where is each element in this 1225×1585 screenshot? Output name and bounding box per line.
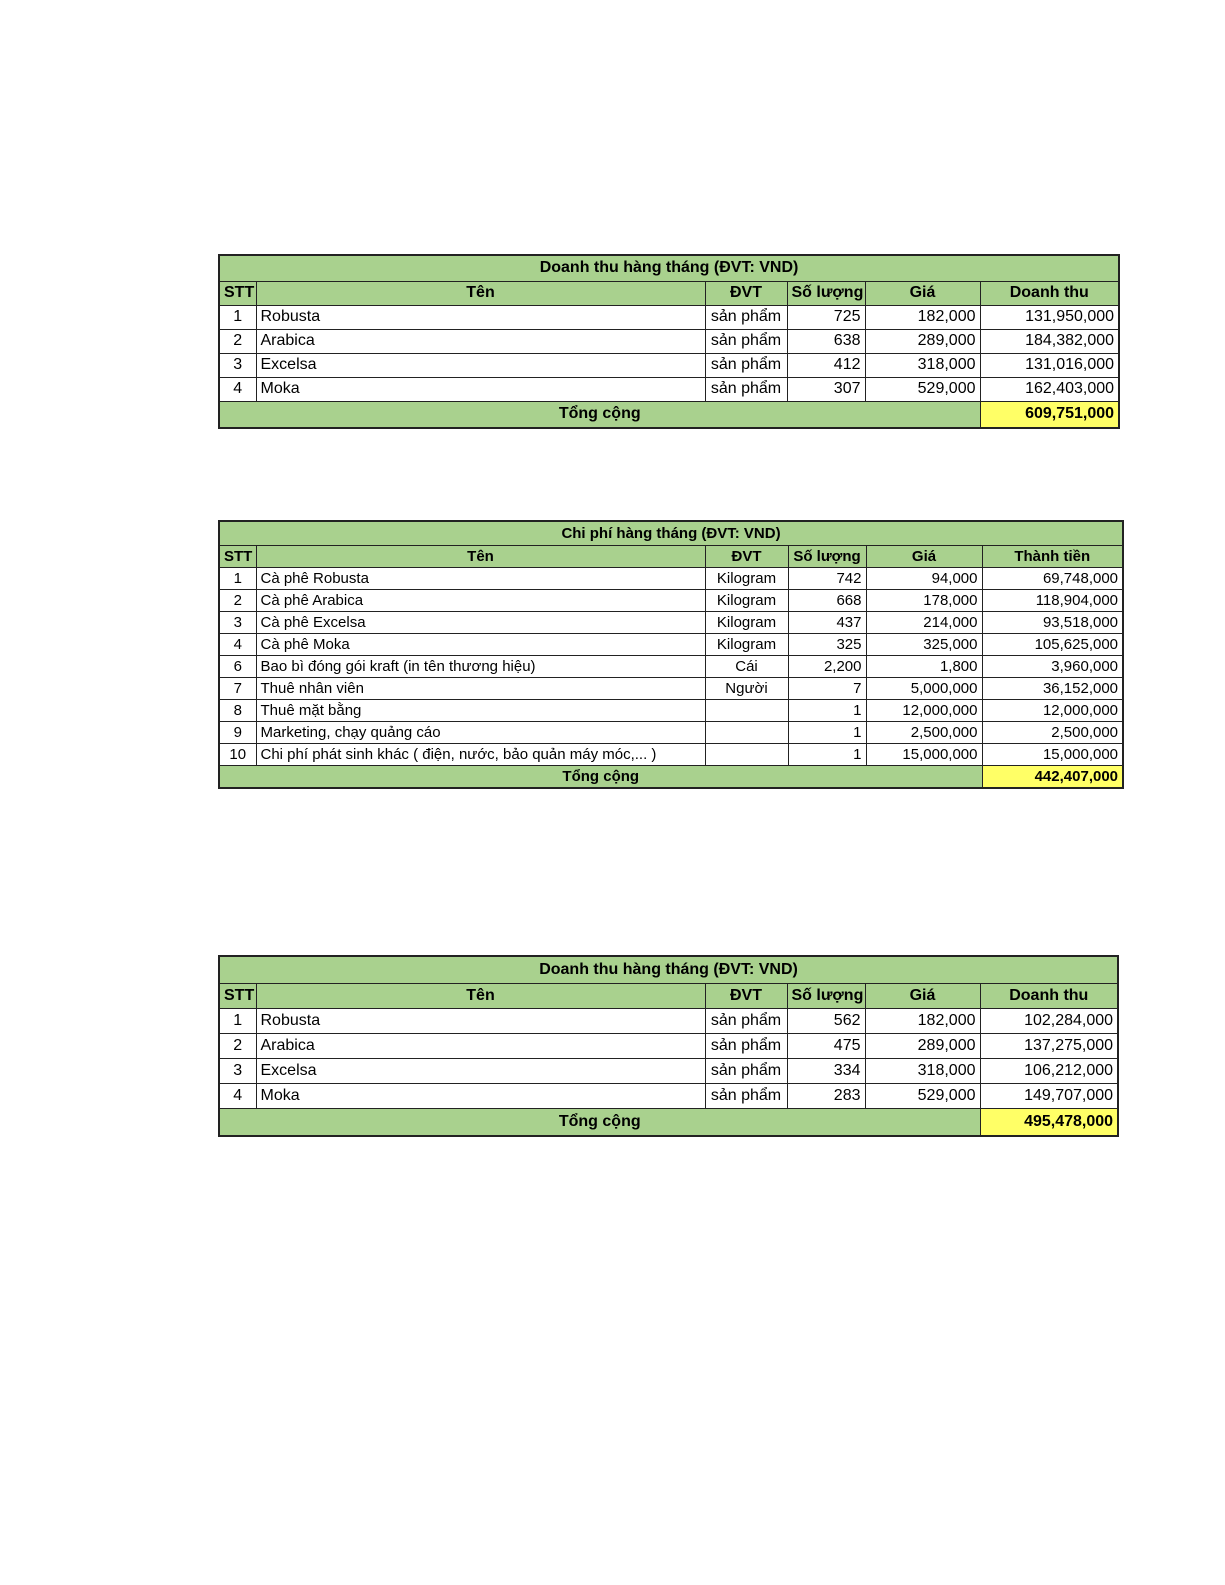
cell-amount: 36,152,000	[982, 677, 1123, 699]
cell-amount: 137,275,000	[980, 1033, 1118, 1058]
table-row	[219, 699, 1123, 721]
cell-name: Excelsa	[256, 353, 705, 377]
table-body	[219, 305, 1119, 401]
table-row	[219, 353, 1119, 377]
table-row	[219, 633, 1123, 655]
cell-amount: 3,960,000	[982, 655, 1123, 677]
table-row	[219, 377, 1119, 401]
table-row	[219, 655, 1123, 677]
cell-price: 12,000,000	[866, 699, 982, 721]
cell-amount: 118,904,000	[982, 589, 1123, 611]
cell-amount: 106,212,000	[980, 1058, 1118, 1083]
table-body	[219, 567, 1123, 765]
header-revenue: Doanh thu	[980, 983, 1118, 1008]
table-body	[219, 1008, 1118, 1108]
cell-price: 15,000,000	[866, 743, 982, 765]
cell-unit: sản phẩm	[705, 1058, 787, 1083]
cell-price: 318,000	[865, 353, 980, 377]
cell-stt: 2	[219, 1033, 256, 1058]
table-row	[219, 721, 1123, 743]
cell-amount: 131,950,000	[980, 305, 1119, 329]
header-quantity: Số lượng	[787, 983, 865, 1008]
total-row	[219, 765, 1123, 788]
cell-price: 1,800	[866, 655, 982, 677]
cell-quantity: 475	[787, 1033, 865, 1058]
cell-quantity: 325	[788, 633, 866, 655]
cell-name: Arabica	[256, 1033, 705, 1058]
cell-price: 214,000	[866, 611, 982, 633]
cell-name: Marketing, chạy quảng cáo	[256, 721, 705, 743]
header-amount: Thành tiền	[982, 545, 1123, 567]
cell-unit: sản phẩm	[705, 353, 787, 377]
cell-stt: 3	[219, 611, 256, 633]
table-row	[219, 677, 1123, 699]
cell-stt: 4	[219, 1083, 256, 1108]
cell-quantity: 742	[788, 567, 866, 589]
header-name: Tên	[256, 983, 705, 1008]
table-title: Doanh thu hàng tháng (ĐVT: VND)	[219, 255, 1119, 281]
cell-stt: 9	[219, 721, 256, 743]
cell-unit: sản phẩm	[705, 305, 787, 329]
cell-name: Robusta	[256, 1008, 705, 1033]
table-row	[219, 589, 1123, 611]
cell-price: 94,000	[866, 567, 982, 589]
cell-quantity: 1	[788, 743, 866, 765]
cell-quantity: 562	[787, 1008, 865, 1033]
cell-price: 5,000,000	[866, 677, 982, 699]
cell-price: 289,000	[865, 329, 980, 353]
cell-amount: 15,000,000	[982, 743, 1123, 765]
cell-amount: 2,500,000	[982, 721, 1123, 743]
table-row	[219, 305, 1119, 329]
cell-stt: 4	[219, 377, 256, 401]
header-price: Giá	[865, 983, 980, 1008]
header-quantity: Số lượng	[787, 281, 865, 305]
cell-stt: 1	[219, 1008, 256, 1033]
cell-quantity: 7	[788, 677, 866, 699]
table-row	[219, 611, 1123, 633]
total-row	[219, 401, 1119, 428]
cell-quantity: 638	[787, 329, 865, 353]
cell-unit	[705, 721, 788, 743]
cell-unit: Kilogram	[705, 633, 788, 655]
cell-amount: 131,016,000	[980, 353, 1119, 377]
cell-name: Robusta	[256, 305, 705, 329]
header-name: Tên	[256, 281, 705, 305]
cell-name: Excelsa	[256, 1058, 705, 1083]
cell-unit: Kilogram	[705, 611, 788, 633]
cell-stt: 2	[219, 329, 256, 353]
total-row	[219, 1108, 1118, 1136]
cell-price: 2,500,000	[866, 721, 982, 743]
cell-name: Thuê mặt bằng	[256, 699, 705, 721]
cell-name: Cà phê Arabica	[256, 589, 705, 611]
cell-name: Moka	[256, 1083, 705, 1108]
cell-unit: Kilogram	[705, 567, 788, 589]
cell-unit	[705, 743, 788, 765]
header-stt: STT	[219, 983, 256, 1008]
header-stt: STT	[219, 281, 256, 305]
cell-amount: 69,748,000	[982, 567, 1123, 589]
cell-quantity: 283	[787, 1083, 865, 1108]
cell-name: Thuê nhân viên	[256, 677, 705, 699]
cell-name: Cà phê Excelsa	[256, 611, 705, 633]
header-unit: ĐVT	[705, 983, 787, 1008]
cell-price: 318,000	[865, 1058, 980, 1083]
table-title: Doanh thu hàng tháng (ĐVT: VND)	[219, 956, 1118, 983]
cell-quantity: 1	[788, 699, 866, 721]
header-revenue: Doanh thu	[980, 281, 1119, 305]
cell-stt: 7	[219, 677, 256, 699]
revenue-table-1	[218, 254, 1120, 429]
total-value: 609,751,000	[980, 401, 1119, 428]
cell-amount: 93,518,000	[982, 611, 1123, 633]
cell-amount: 102,284,000	[980, 1008, 1118, 1033]
total-label: Tổng cộng	[219, 765, 982, 788]
cell-stt: 3	[219, 1058, 256, 1083]
cell-unit: sản phẩm	[705, 329, 787, 353]
total-label: Tổng cộng	[219, 401, 980, 428]
cell-amount: 105,625,000	[982, 633, 1123, 655]
cell-unit: sản phẩm	[705, 1033, 787, 1058]
cell-stt: 2	[219, 589, 256, 611]
table-row	[219, 1008, 1118, 1033]
cell-stt: 4	[219, 633, 256, 655]
header-stt: STT	[219, 545, 256, 567]
cell-price: 178,000	[866, 589, 982, 611]
cell-quantity: 334	[787, 1058, 865, 1083]
cell-price: 529,000	[865, 377, 980, 401]
cell-unit: sản phẩm	[705, 1083, 787, 1108]
cell-unit: Kilogram	[705, 589, 788, 611]
table-row	[219, 743, 1123, 765]
cell-price: 182,000	[865, 1008, 980, 1033]
cell-price: 529,000	[865, 1083, 980, 1108]
header-unit: ĐVT	[705, 545, 788, 567]
cell-unit: sản phẩm	[705, 1008, 787, 1033]
cell-stt: 1	[219, 567, 256, 589]
cell-amount: 12,000,000	[982, 699, 1123, 721]
table-row	[219, 567, 1123, 589]
table-title: Chi phí hàng tháng (ĐVT: VND)	[219, 521, 1123, 545]
table-row	[219, 1033, 1118, 1058]
cell-amount: 162,403,000	[980, 377, 1119, 401]
cell-price: 182,000	[865, 305, 980, 329]
table-row	[219, 329, 1119, 353]
total-label: Tổng cộng	[219, 1108, 980, 1136]
cell-unit: Cái	[705, 655, 788, 677]
header-price: Giá	[866, 545, 982, 567]
table-row	[219, 1083, 1118, 1108]
header-quantity: Số lượng	[788, 545, 866, 567]
cell-name: Chi phí phát sinh khác ( điện, nước, bảo quản máy móc,... )	[256, 743, 705, 765]
cell-unit	[705, 699, 788, 721]
cell-quantity: 1	[788, 721, 866, 743]
total-value: 495,478,000	[980, 1108, 1118, 1136]
cell-stt: 3	[219, 353, 256, 377]
cell-stt: 6	[219, 655, 256, 677]
cell-quantity: 307	[787, 377, 865, 401]
cell-quantity: 2,200	[788, 655, 866, 677]
header-price: Giá	[865, 281, 980, 305]
cell-name: Moka	[256, 377, 705, 401]
total-value: 442,407,000	[982, 765, 1123, 788]
cell-quantity: 668	[788, 589, 866, 611]
cell-name: Arabica	[256, 329, 705, 353]
cell-name: Bao bì đóng gói kraft (in tên thương hiệu)	[256, 655, 705, 677]
cell-quantity: 437	[788, 611, 866, 633]
header-name: Tên	[256, 545, 705, 567]
revenue-table-2	[218, 955, 1119, 1137]
table-row	[219, 1058, 1118, 1083]
cell-amount: 149,707,000	[980, 1083, 1118, 1108]
cost-table	[218, 520, 1124, 789]
cell-unit: Người	[705, 677, 788, 699]
header-unit: ĐVT	[705, 281, 787, 305]
cell-price: 325,000	[866, 633, 982, 655]
cell-quantity: 725	[787, 305, 865, 329]
cell-quantity: 412	[787, 353, 865, 377]
cell-unit: sản phẩm	[705, 377, 787, 401]
cell-name: Cà phê Robusta	[256, 567, 705, 589]
cell-name: Cà phê Moka	[256, 633, 705, 655]
cell-stt: 8	[219, 699, 256, 721]
cell-stt: 1	[219, 305, 256, 329]
cell-price: 289,000	[865, 1033, 980, 1058]
cell-stt: 10	[219, 743, 256, 765]
cell-amount: 184,382,000	[980, 329, 1119, 353]
